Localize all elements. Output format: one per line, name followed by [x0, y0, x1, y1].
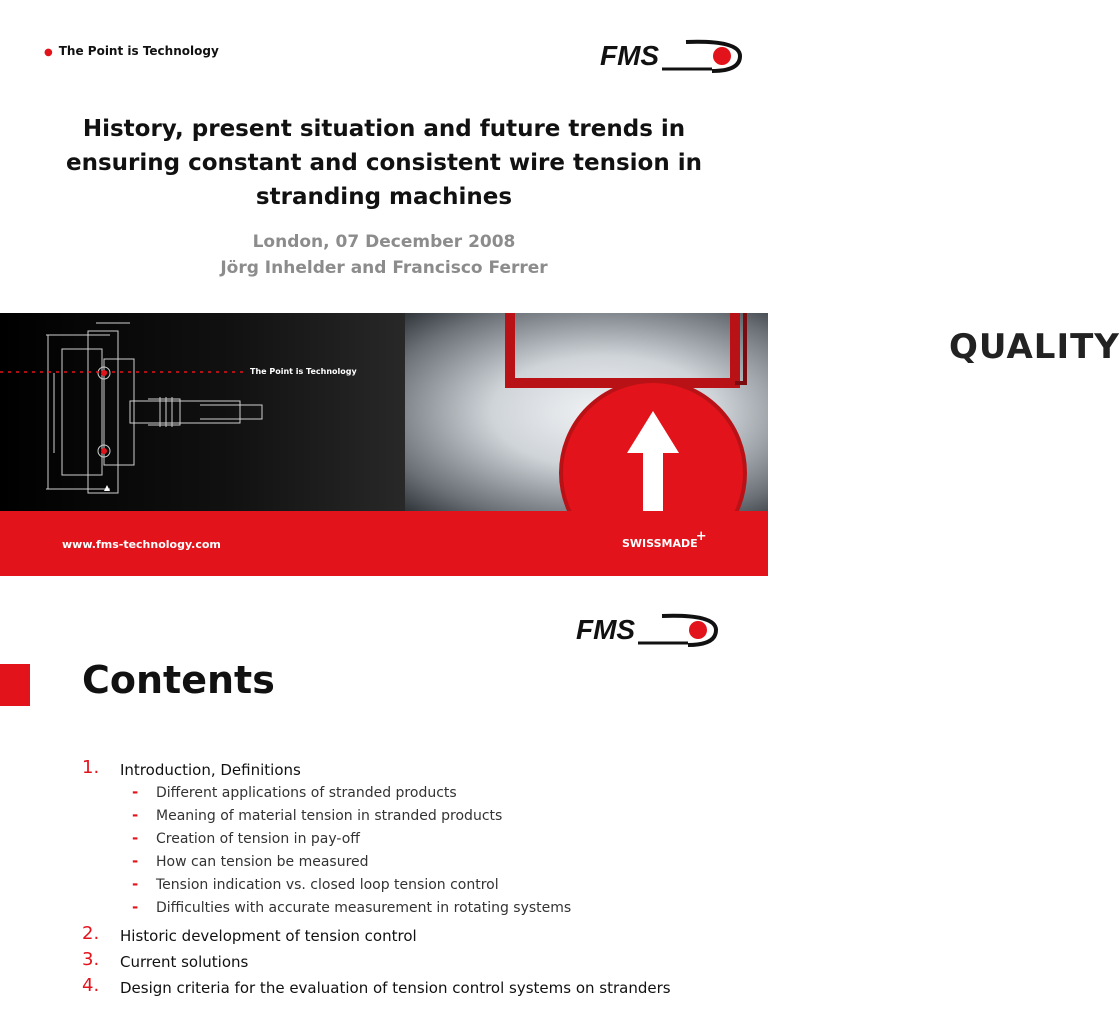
fms-logo — [600, 38, 744, 74]
banner-tagline: The Point is Technology — [250, 367, 357, 376]
toc-item — [82, 923, 742, 946]
toc-number: 1. — [82, 757, 100, 778]
toc-subitem-label: Difficulties with accurate measurement in rotating systems — [156, 900, 572, 916]
toc-subitem-label: How can tension be measured — [156, 854, 369, 870]
toc-number: 3. — [82, 949, 100, 970]
toc-item — [82, 975, 742, 998]
accent-block — [0, 664, 30, 706]
toc-subitem — [120, 782, 742, 805]
toc-subitem-label: Meaning of material tension in stranded products — [156, 808, 503, 824]
toc-sublist — [120, 782, 742, 920]
presentation-date: London, 07 December 2008 — [252, 232, 516, 252]
toc-subitem-label: Different applications of stranded products — [156, 785, 457, 801]
toc-label: Introduction, Definitions — [120, 761, 301, 779]
toc-subitem — [120, 897, 742, 920]
quality-sign-icon — [405, 313, 768, 511]
hero-banner — [0, 313, 1120, 511]
toc-subitem — [120, 805, 742, 828]
bullet-dot-icon: ● — [44, 47, 53, 58]
footer-bar — [0, 511, 768, 576]
presentation-authors: Jörg Inhelder and Francisco Ferrer — [220, 258, 548, 278]
swissmade-mark — [622, 529, 707, 550]
toc-item — [82, 949, 742, 972]
toc-subitem — [120, 828, 742, 851]
swiss-cross-icon: + — [695, 529, 707, 544]
website-link[interactable]: www.fms-technology.com — [62, 538, 221, 551]
toc-number: 2. — [82, 923, 100, 944]
tagline-text: The Point is Technology — [58, 44, 219, 58]
contents-heading: Contents — [82, 658, 275, 702]
dash-bullet-icon: - — [132, 852, 139, 870]
toc-number: 4. — [82, 975, 100, 996]
logo-text: FMS — [600, 40, 660, 71]
swissmade-text: SWISSMADE — [622, 537, 698, 550]
dash-bullet-icon: - — [132, 783, 139, 801]
toc-label: Current solutions — [120, 953, 249, 971]
toc-subitem-label: Creation of tension in pay-off — [156, 831, 360, 847]
dash-bullet-icon: - — [132, 898, 139, 916]
toc-label: Design criteria for the evaluation of tension control systems on stranders — [120, 979, 671, 997]
slide-title: History, present situation and future trends in ensuring constant and consistent wire tension in stranding machines — [66, 116, 702, 210]
toc-label: Historic development of tension control — [120, 927, 417, 945]
logo-text-2: FMS — [576, 614, 636, 645]
toc-subitem-label: Tension indication vs. closed loop tension control — [156, 877, 499, 893]
quality-photo-panel — [405, 313, 1120, 511]
technical-drawing-panel — [0, 313, 420, 511]
quality-text: QUALITY — [949, 327, 1120, 367]
toc-subitem — [120, 851, 742, 874]
table-of-contents — [82, 757, 742, 998]
toc-item — [82, 757, 742, 920]
tagline — [44, 44, 219, 58]
toc-subitem — [120, 874, 742, 897]
dash-bullet-icon: - — [132, 806, 139, 824]
dash-bullet-icon: - — [132, 829, 139, 847]
fms-logo-2 — [576, 612, 720, 648]
dash-bullet-icon: - — [132, 875, 139, 893]
technical-drawing-icon — [0, 313, 420, 511]
